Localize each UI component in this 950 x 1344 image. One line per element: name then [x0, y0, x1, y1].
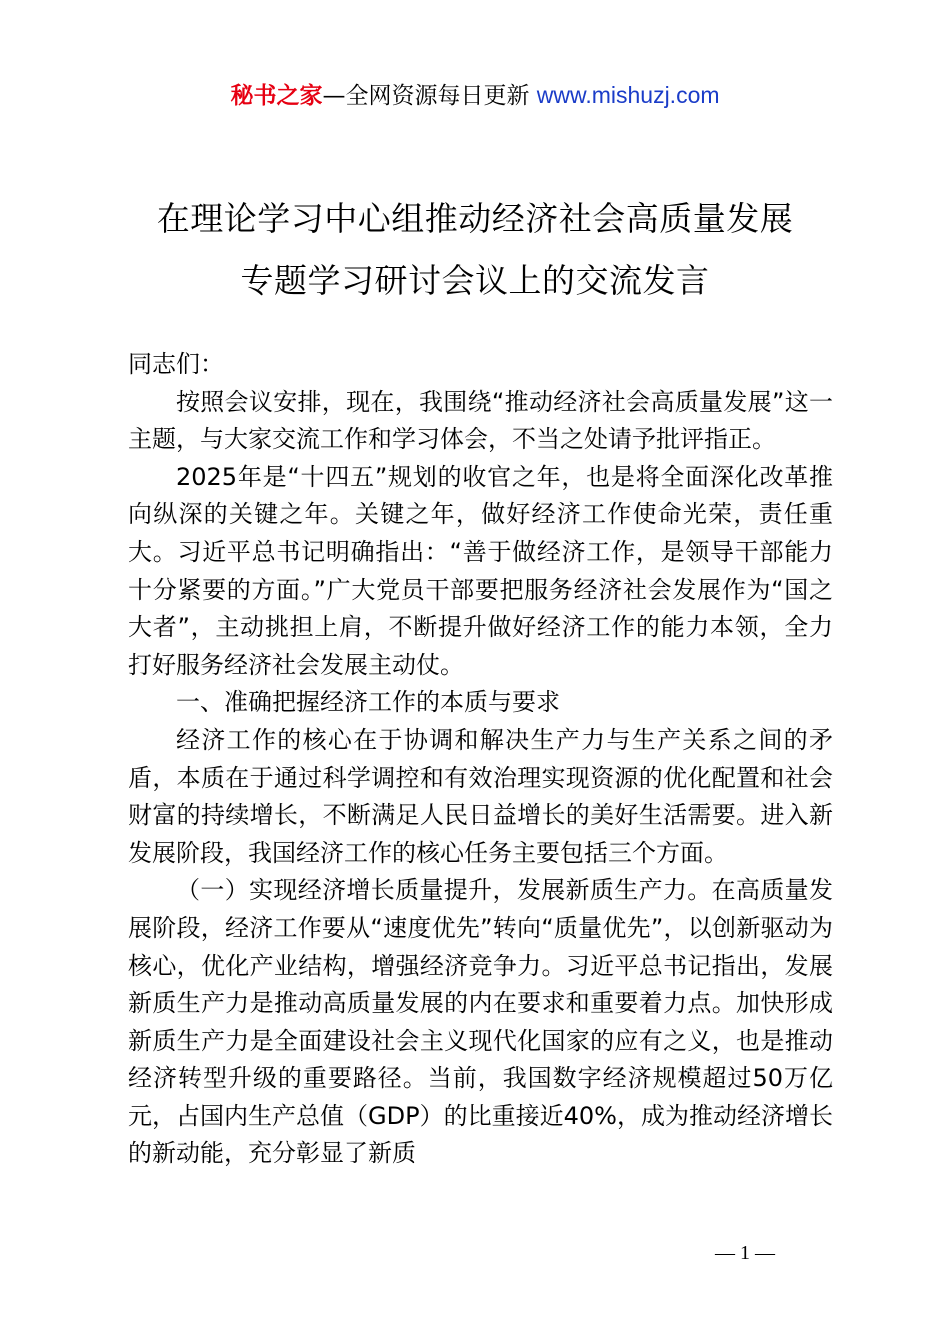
paragraph-background: 2025年是“十四五”规划的收官之年，也是将全面深化改革推向纵深的关键之年。关键之年，做好经济工作使命光荣，责任重大。习近平总书记明确指出：“善于做经济工作，是领导干部能力十分紧要的方面。”广大党员干部要把服务经济社会发展作为“国之大者”，主动挑担上肩，不断提升做好经济工作的能力本领，全力打好服务经济社会发展主动仗。 — [128, 462, 833, 679]
document-body — [128, 346, 833, 1173]
paragraph-subsection-1: （一）实现经济增长质量提升，发展新质生产力。在高质量发展阶段，经济工作要从“速度优先”转向“质量优先”，以创新驱动为核心，优化产业结构，增强经济竞争力。习近平总书记指出，发展新质生产力是推动高质量发展的内在要求和重要着力点。加快形成新质生产力是全面建设社会主义现代化国家的应有之义，也是推动经济转型升级的重要路径。当前，我国数字经济规模超过50万亿元，占国内生产总值（GDP）的比重接近40%，成为推动经济增长的新动能，充分彰显了新质 — [128, 876, 833, 1168]
title-line-1: 在理论学习中心组推动经济社会高质量发展 — [156, 199, 794, 238]
salutation: 同志们： — [128, 350, 224, 378]
page-number: — 1 — — [715, 1242, 775, 1264]
brand-name: 秘书之家 — [230, 83, 323, 109]
section-heading-1: 一、准确把握经济工作的本质与要求 — [176, 688, 560, 717]
site-header — [0, 78, 950, 113]
title-line-2: 专题学习研讨会议上的交流发言 — [240, 261, 710, 300]
document-title — [0, 188, 950, 312]
site-url-link[interactable]: www.mishuzj.com — [536, 82, 720, 108]
paragraph-intro: 按照会议安排，现在，我围绕“推动经济社会高质量发展”这一主题，与大家交流工作和学习体会，不当之处请予批评指正。 — [128, 387, 833, 454]
paragraph-essence: 经济工作的核心在于协调和解决生产力与生产关系之间的矛盾，本质在于通过科学调控和有效治理实现资源的优化配置和社会财富的持续增长，不断满足人民日益增长的美好生活需要。进入新发展阶段，我国经济工作的核心任务主要包括三个方面。 — [128, 725, 833, 867]
header-slogan: —全网资源每日更新 — [322, 83, 537, 109]
